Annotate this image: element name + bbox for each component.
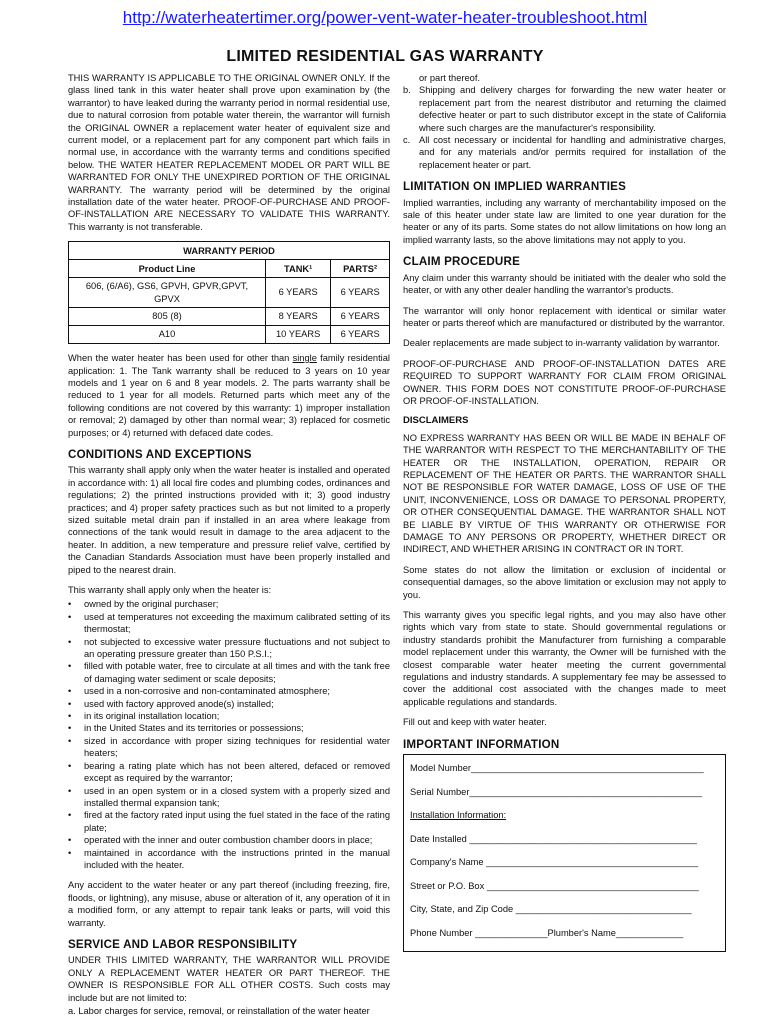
list-item: • owned by the original purchaser; xyxy=(68,598,390,610)
company-name-field[interactable]: Company's Name _________________________________________ xyxy=(410,857,699,868)
claim-paragraph-2: The warrantor will only honor replacement with identical or similar water heater or parts thereof which are manufactured or distributed by the warrantor. xyxy=(403,305,726,328)
family-use-text-1: When the water heater has been used for other than xyxy=(68,353,293,364)
disclaimers-paragraph-1: NO EXPRESS WARRANTY HAS BEEN OR WILL BE MADE IN BEHALF OF THE WARRANTOR WITH RESPECT TO THE MERCHANTABILITY OF THE HEATER OR THE INSTALLATION, OPERATION, REPAIR OR REPLACEMENT OF THE HEATER OR PARTS. THE WARRANTOR SHALL NOT BE RESPONSIBLE FOR WATER DAMAGE, LOSS OF USE OF THE UNIT, INCONVENIENCE, LOSS OR DAMAGE TO PERSONAL PROPERTY, OR OTHER CONSEQUENTIAL DAMAGE. THE WARRANTOR SHALL NOT BE LIABLE BY VIRTUE OF THIS WARRANTY OR OTHERWISE FOR DAMAGE TO ANY PERSONS OR PROPERTY, WHETHER DIRECT OR INDIRECT, AND WHETHER ARISING IN CONTRACT OR IN TORT. xyxy=(403,432,726,555)
service-heading: SERVICE AND LABOR RESPONSIBILITY xyxy=(68,937,298,951)
serial-number-field[interactable]: Serial Number_____________________________________________ xyxy=(410,786,703,797)
claim-heading: CLAIM PROCEDURE xyxy=(403,255,521,269)
list-item: • fired at the factory rated input using the fuel stated in the face of the rating plate; xyxy=(68,809,390,834)
table-row xyxy=(69,278,390,308)
list-item-text: Shipping and delivery charges for forwarding the new water heater or replacement part from the nearest distributor and returning the claimed defective heater or part to such distributor except in the state of California where such charges are the manufacturer's responsibility. xyxy=(419,85,726,133)
conditions-paragraph-2: This warranty shall apply only when the heater is: xyxy=(68,585,272,595)
list-item: • in the United States and its territories or possessions; xyxy=(68,722,390,734)
family-use-text-2: family residential application: 1. The Tank warranty shall be reduced to 3 years on 10 year models and 1 year on 6 and 8 year models. 2. The parts warranty shall be reduced to 1 year for all models. Returned parts which meet any of the following conditions are not covered by this warranty: 1) improper installation or removal; 2) damaged by other than normal wear; 3) replaced for cosmetic purposes; or 4) returned with defaced date codes. xyxy=(68,353,390,438)
list-item: • filled with potable water, free to circulate at all times and with the tank free of damaging water sediment or scale deposits; xyxy=(68,660,390,685)
table-cell: 6 YEARS xyxy=(266,278,331,308)
list-item-text: All cost necessary or incidental for handling and administrative charges, and for any materials and/or permits required for installation of the replacement heater or part. xyxy=(419,135,726,170)
list-marker: c. xyxy=(403,135,411,146)
list-item: • not subjected to excessive water pressure fluctuations and not subject to an operating pressure greater than 150 P.S.I.; xyxy=(68,636,390,661)
fill-out-note: Fill out and keep with water heater. xyxy=(403,717,547,728)
street-field[interactable]: Street or P.O. Box _________________________________________ xyxy=(410,880,699,891)
table-row xyxy=(69,308,390,326)
right-column xyxy=(403,72,726,952)
conditions-heading: CONDITIONS AND EXCEPTIONS xyxy=(68,447,252,461)
list-item: • used in a non-corrosive and non-contaminated atmosphere; xyxy=(68,685,390,697)
conditions-paragraph-1: This warranty shall apply only when the water heater is installed and operated in accordance with: 1) all local fire codes and plumbing codes, ordinances and regulations; 2) the printed instructions provided with it; 3) good industry practices; and 4) proper safety practices such as but not limited to a properly sized suitable metal drain pan if installed in an area where leakage from connections of the tank would result in damage to the area adjacent to the heater. In addition, a new temperature and pressure relief valve, certified by the Canadian Standards Association must have been properly installed and piped to the nearest drain. xyxy=(68,465,390,575)
warranty-period-table xyxy=(68,241,390,344)
disclaimers-heading: DISCLAIMERS xyxy=(403,415,469,427)
family-use-underlined: single xyxy=(292,353,317,364)
list-item: • used in an open system or in a closed system with a properly sized and installed thermal expansion tank; xyxy=(68,785,390,810)
warranty-period-caption: WARRANTY PERIOD xyxy=(69,242,390,260)
table-cell: 6 YEARS xyxy=(331,308,390,326)
claim-paragraph-1: Any claim under this warranty should be initiated with the dealer who sold the heater, or with any other dealer handling the warrantor's products. xyxy=(403,272,726,296)
table-cell: 10 YEARS xyxy=(266,326,331,344)
table-header-parts: PARTS² xyxy=(331,260,390,278)
important-heading: IMPORTANT INFORMATION xyxy=(403,737,560,751)
left-column xyxy=(68,72,390,1017)
list-item: • used with factory approved anode(s) installed; xyxy=(68,698,390,710)
table-cell: A10 xyxy=(69,326,266,344)
continued-text: or part thereof. xyxy=(419,73,480,83)
table-cell: 8 YEARS xyxy=(266,308,331,326)
table-cell: 6 YEARS xyxy=(331,278,390,308)
service-item-a: a. Labor charges for service, removal, or reinstallation of the water heater xyxy=(68,1006,370,1016)
list-item: • operated with the inner and outer combustion chamber doors in place; xyxy=(68,834,390,846)
list-item xyxy=(403,84,726,134)
phone-plumber-field[interactable]: Phone Number ______________Plumber's Name_____________ xyxy=(410,927,684,938)
claim-paragraph-4: PROOF-OF-PURCHASE AND PROOF-OF-INSTALLATION DATES ARE REQUIRED TO SUPPORT WARRANTY FOR CLAIM FROM ORIGINAL OWNER. THIS FORM DOES NOT CONSTITUTE PROOF-OF-PURCHASE OR PROOF-OF-INSTALLATION. xyxy=(403,358,726,406)
list-item: • used at temperatures not exceeding the maximum calibrated setting of its thermostat; xyxy=(68,611,390,636)
list-marker: b. xyxy=(403,85,411,96)
installation-information-label: Installation Information: xyxy=(410,810,507,821)
source-url[interactable]: http://waterheatertimer.org/power-vent-water-heater-troubleshoot.html xyxy=(122,8,648,27)
table-row xyxy=(69,326,390,344)
service-paragraph: UNDER THIS LIMITED WARRANTY, THE WARRANTOR WILL PROVIDE ONLY A REPLACEMENT WATER HEATER OR PART THEREOF. THE OWNER IS RESPONSIBLE FOR ALL OTHER COSTS. Such costs may include but are not limited to: xyxy=(68,955,390,1003)
intro-paragraph: THIS WARRANTY IS APPLICABLE TO THE ORIGINAL OWNER ONLY. If the glass lined tank in this water heater shall prove upon examination by (the warrantor) to have leaked during the warranty period in normal residential use, due to natural corrosion from potable water therein, the warrantor will furnish the ORIGINAL OWNER a replacement water heater of equivalent size and current model, or a replacement part for any component part which fails in normal use, in accordance with the warranty terms and conditions specified below. THE WATER HEATER REPLACEMENT MODEL OR PART WILL BE WARRANTED FOR ONLY THE UNEXPIRED PORTION OF THE ORIGINAL WARRANTY. The warranty period will be determined by the original installation date of the water heater. PROOF-OF-PURCHASE AND PROOF-OF-INSTALLATION ARE NECESSARY TO VALIDATE THIS WARRANTY. This warranty is not transferable. xyxy=(68,73,390,232)
list-item: • bearing a rating plate which has not been altered, defaced or removed except as required by the warrantor; xyxy=(68,760,390,785)
important-information-box xyxy=(403,754,726,952)
accident-paragraph: Any accident to the water heater or any part thereof (including freezing, fire, floods, or lightning), any misuse, abuse or alteration of it, any operation of it in a modified form, or any attempt to repair tank leaks or parts, will void this warranty. xyxy=(68,880,390,928)
list-item: • in its original installation location; xyxy=(68,710,390,722)
table-header-tank: TANK¹ xyxy=(266,260,331,278)
limitation-heading: LIMITATION ON IMPLIED WARRANTIES xyxy=(403,180,627,194)
table-cell: 6 YEARS xyxy=(331,326,390,344)
city-state-zip-field[interactable]: City, State, and Zip Code __________________________________ xyxy=(410,904,692,915)
disclaimers-paragraph-3: This warranty gives you specific legal rights, and you may also have other rights which vary from state to state. Should governmental regulations or industry standards prohibit the Manufacturer from furnishing a comparable model replacement under this warranty, the Owner will be furnished with the closest comparable water heater meeting the current governmental regulations and industry standards. A supplementary fee may be assessed to cover the additional cost associated with the changes made to meet applicable regulations and standards. xyxy=(403,610,726,707)
list-item xyxy=(403,134,726,171)
list-item: • maintained in accordance with the instructions printed in the manual included with the heater. xyxy=(68,847,390,872)
cost-list xyxy=(403,84,726,171)
limitation-paragraph: Implied warranties, including any warranty of merchantability imposed on the sale of this heater under state law are limited to one year duration for the heater or any of its parts. Some states do not allow limitations on how long an implied warranty lasts, so the above limitations may not apply to you. xyxy=(403,197,726,245)
date-installed-field[interactable]: Date Installed ____________________________________________ xyxy=(410,833,697,844)
disclaimers-paragraph-2: Some states do not allow the limitation or exclusion of incidental or consequential damages, so the above limitation or exclusion may not apply to you. xyxy=(403,564,726,600)
list-item: • sized in accordance with proper sizing techniques for residential water heaters; xyxy=(68,735,390,760)
table-cell: 805 (8) xyxy=(69,308,266,326)
conditions-list xyxy=(68,598,390,871)
family-use-paragraph xyxy=(68,352,390,439)
table-cell: 606, (6/A6), GS6, GPVH, GPVR,GPVT, GPVX xyxy=(69,278,266,308)
document-title: LIMITED RESIDENTIAL GAS WARRANTY xyxy=(226,48,544,65)
claim-paragraph-3: Dealer replacements are made subject to in-warranty validation by warrantor. xyxy=(403,338,720,349)
table-header-product-line: Product Line xyxy=(69,260,266,278)
model-number-field[interactable]: Model Number_____________________________________________ xyxy=(410,763,704,774)
